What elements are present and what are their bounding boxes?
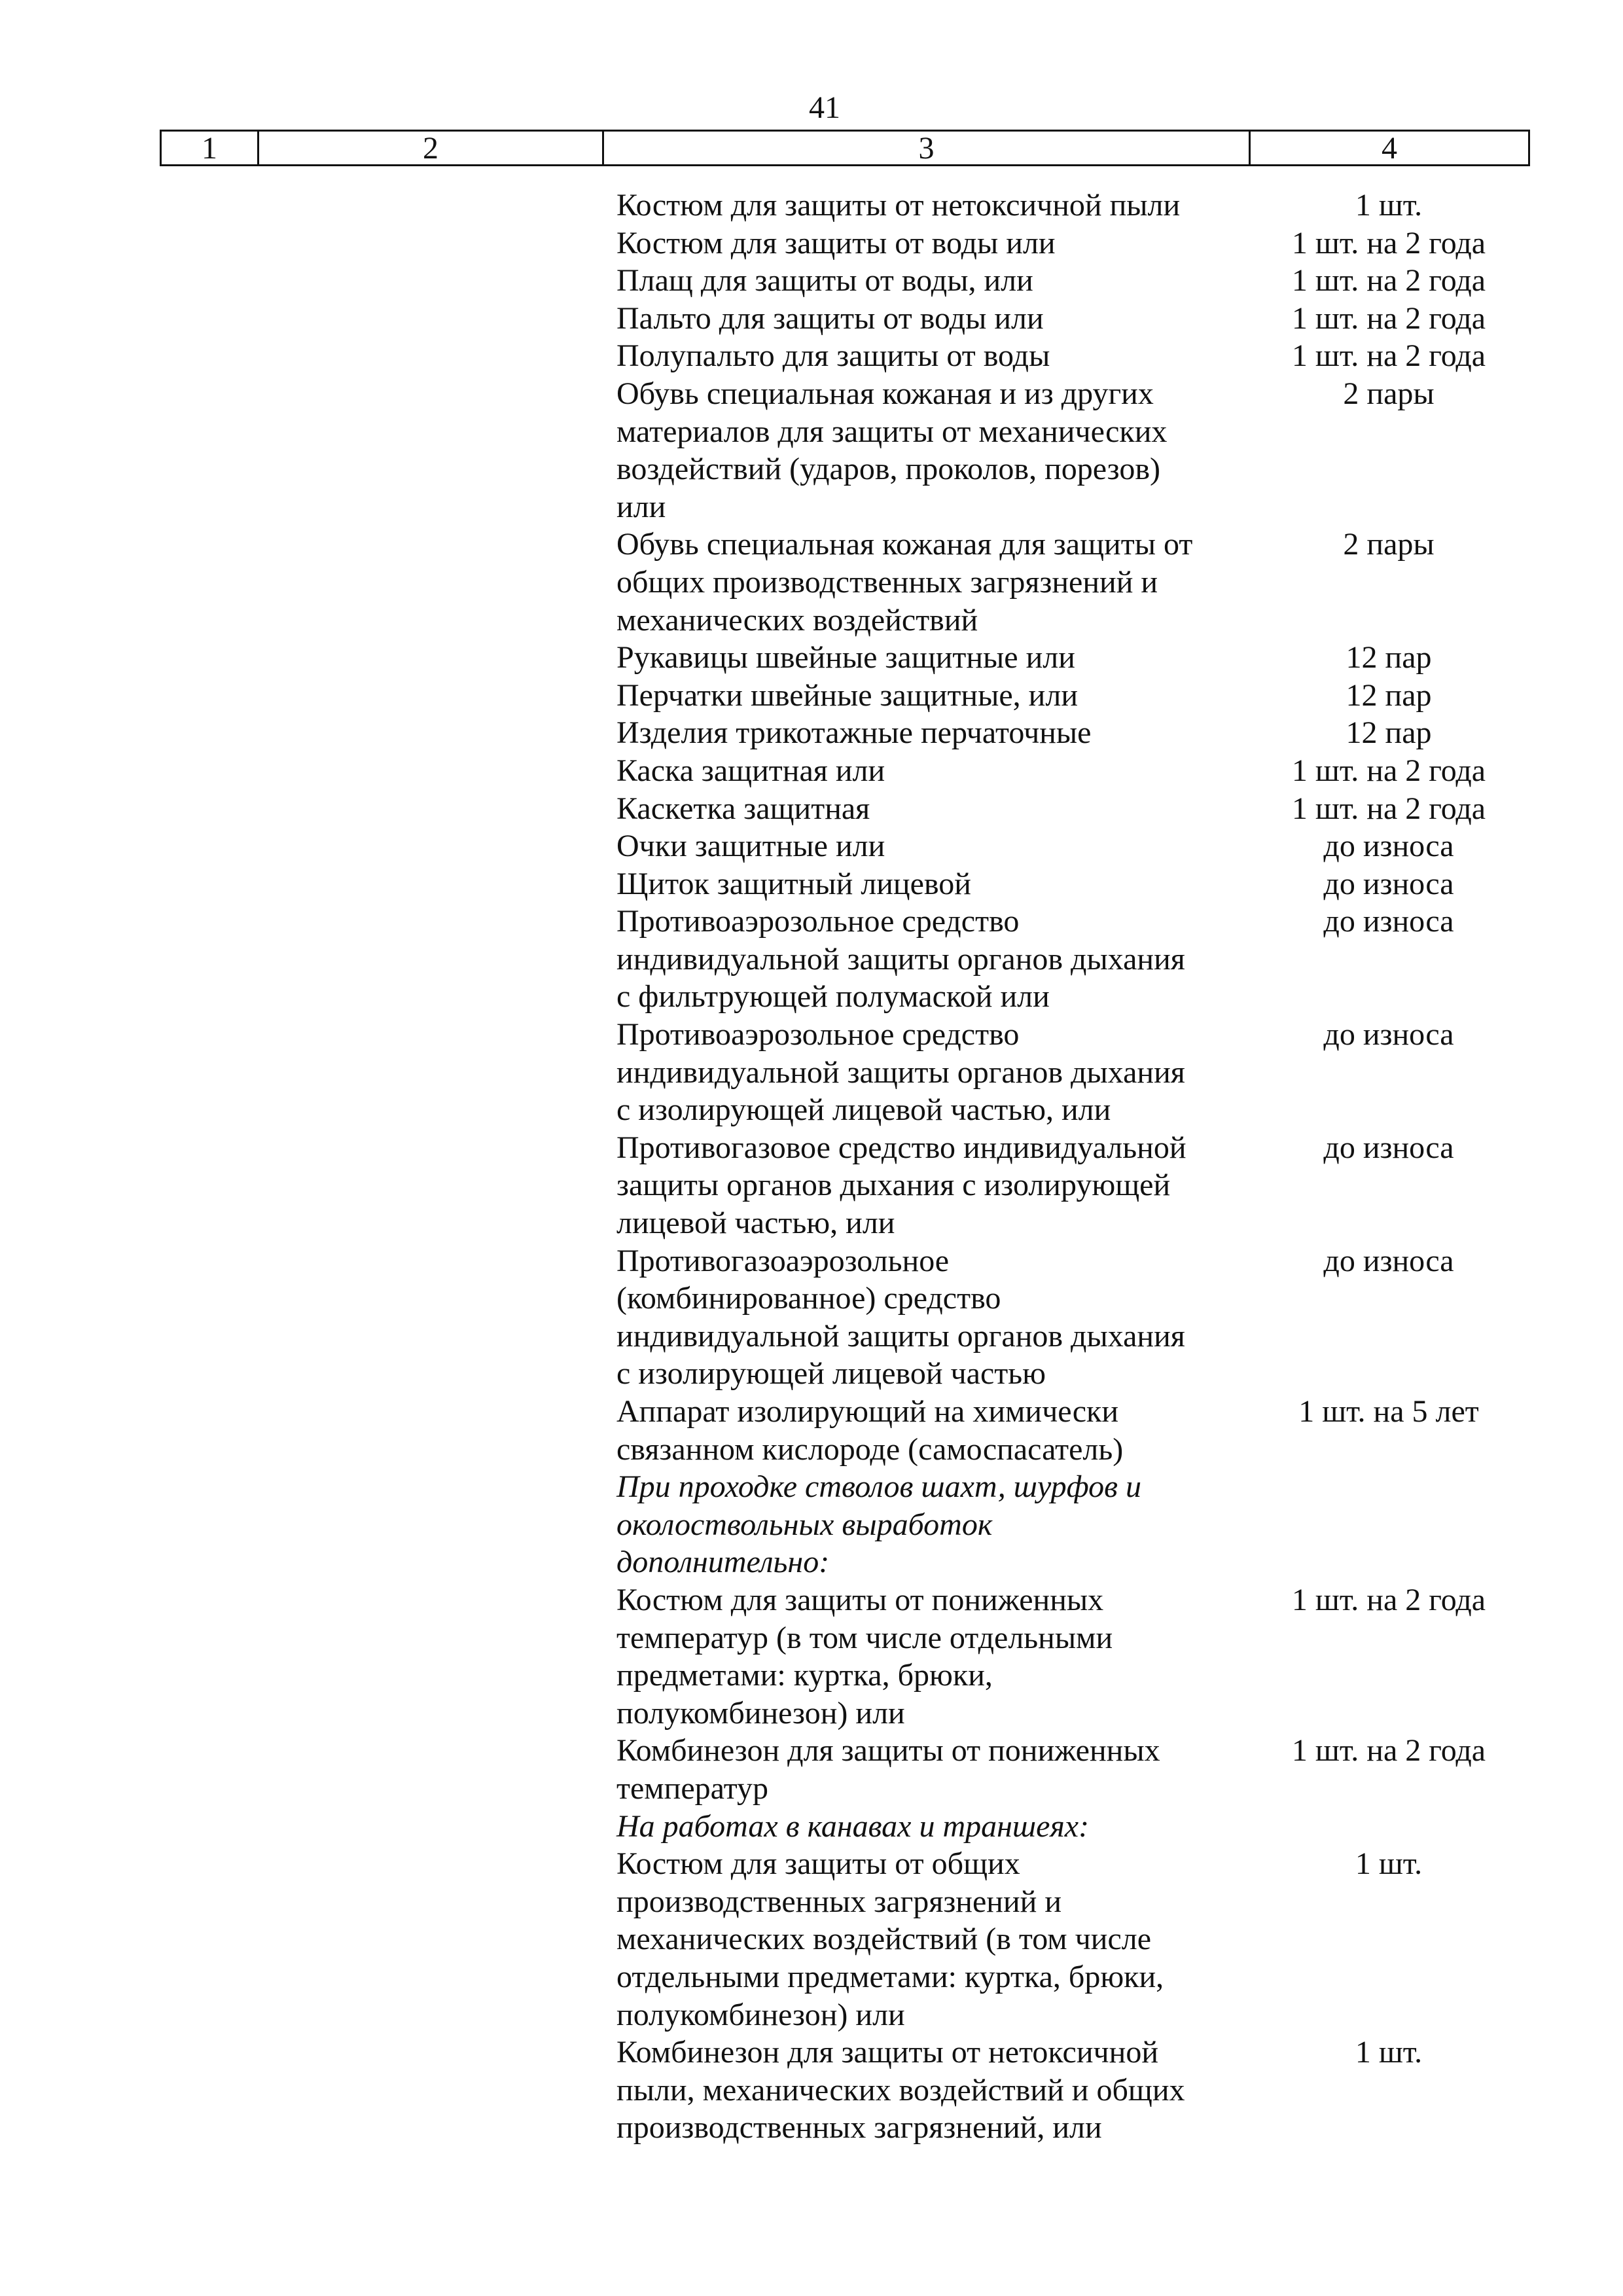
column-header-row [160, 130, 1530, 166]
list-item [616, 865, 1526, 903]
item-name: Каскетка защитная [616, 791, 870, 826]
item-quantity: 1 шт. на 2 года [1291, 225, 1486, 260]
list-item [616, 752, 1526, 790]
list-item [616, 1242, 1526, 1393]
list-item [616, 1468, 1526, 1581]
list-item [616, 300, 1526, 338]
list-item [616, 677, 1526, 715]
item-name: Щиток защитный лицевой [616, 866, 971, 901]
item-quantity: 2 пары [1343, 376, 1435, 411]
item-quantity: 1 шт. на 5 лет [1298, 1394, 1479, 1429]
list-item [616, 2034, 1526, 2147]
list-item [616, 187, 1526, 224]
item-name: Противоаэрозольное средство индивидуальной защиты органов дыхания с фильтрующей полумаской или [616, 904, 1185, 1014]
item-name: Костюм для защиты от общих производственных загрязнений и механических воздействий (в том числе отдельными предметами: куртка, брюки, полукомбинезон) или [616, 1846, 1164, 2032]
item-name: Комбинезон для защиты от нетоксичной пыли, механических воздействий и общих производственных загрязнений, или [616, 2035, 1185, 2145]
item-quantity: до износа [1323, 904, 1454, 939]
item-quantity: 12 пар [1346, 715, 1432, 751]
list-item [616, 526, 1526, 639]
section-heading: На работах в канавах и траншеях: [616, 1808, 1090, 1844]
list-item [616, 1732, 1526, 1807]
item-quantity: 1 шт. [1355, 2035, 1423, 2070]
item-quantity: 1 шт. на 2 года [1291, 300, 1486, 336]
list-item [616, 827, 1526, 865]
item-name: Противогазовое средство индивидуальной защиты органов дыхания с изолирующей лицевой частью, или [616, 1130, 1186, 1241]
item-name: Перчатки швейные защитные, или [616, 677, 1078, 713]
list-item [616, 1129, 1526, 1242]
list-item [616, 262, 1526, 300]
item-name: Очки защитные или [616, 829, 885, 864]
item-name: Костюм для защиты от воды или [616, 225, 1056, 260]
item-quantity: 2 пары [1343, 527, 1435, 562]
page-number: 41 [809, 90, 840, 125]
list-item [616, 337, 1526, 375]
list-item [616, 714, 1526, 752]
column-header-1: 1 [202, 131, 217, 166]
item-name: Комбинезон для защиты от пониженных температур [616, 1733, 1160, 1806]
list-item [616, 1016, 1526, 1129]
item-quantity: 1 шт. на 2 года [1291, 791, 1486, 826]
item-quantity: 1 шт. на 2 года [1291, 1733, 1486, 1768]
list-item [616, 790, 1526, 828]
item-name: Изделия трикотажные перчаточные [616, 715, 1092, 751]
item-name: Пальто для защиты от воды или [616, 300, 1044, 336]
list-item [616, 639, 1526, 677]
list-item [616, 1808, 1526, 1846]
ppe-list [616, 187, 1526, 2147]
item-quantity: 12 пар [1346, 640, 1432, 675]
item-quantity: до износа [1323, 866, 1454, 901]
item-quantity: до износа [1323, 829, 1454, 864]
item-name: Плащ для защиты от воды, или [616, 263, 1033, 298]
item-quantity: до износа [1323, 1130, 1454, 1165]
item-name: Обувь специальная кожаная и из других материалов для защиты от механических воздействий (ударов, проколов, порезов) или [616, 376, 1168, 524]
item-name: Полупальто для защиты от воды [616, 338, 1050, 374]
item-name: Обувь специальная кожаная для защиты от общих производственных загрязнений и механических воздействий [616, 527, 1193, 637]
item-quantity: 1 шт. на 2 года [1291, 753, 1486, 788]
list-item [616, 1581, 1526, 1732]
item-name: Противоаэрозольное средство индивидуальной защиты органов дыхания с изолирующей лицевой частью, или [616, 1017, 1185, 1128]
list-item [616, 1845, 1526, 2034]
item-name: Рукавицы швейные защитные или [616, 640, 1075, 675]
item-quantity: до износа [1323, 1243, 1454, 1278]
item-quantity: до износа [1323, 1017, 1454, 1052]
item-quantity: 1 шт. [1355, 188, 1423, 223]
item-name: Противогазоаэрозольное (комбинированное) средство индивидуальной защиты органов дыхания с изолирующей лицевой частью [616, 1243, 1185, 1391]
section-heading: При проходке стволов шахт, шурфов и околоствольных выработок дополнительно: [616, 1469, 1141, 1580]
item-name: Каска защитная или [616, 753, 885, 788]
item-quantity: 1 шт. [1355, 1846, 1423, 1882]
list-item [616, 224, 1526, 262]
list-item [616, 903, 1526, 1016]
item-quantity: 1 шт. на 2 года [1291, 263, 1486, 298]
column-header-3: 3 [918, 131, 935, 166]
column-header-4: 4 [1382, 131, 1397, 166]
item-name: Аппарат изолирующий на химически связанном кислороде (самоспасатель) [616, 1394, 1124, 1467]
list-item [616, 375, 1526, 526]
item-quantity: 1 шт. на 2 года [1291, 1582, 1486, 1617]
item-name: Костюм для защиты от пониженных температур (в том числе отдельными предметами: куртка, брюки, полукомбинезон) или [616, 1582, 1113, 1731]
item-name: Костюм для защиты от нетоксичной пыли [616, 188, 1181, 223]
list-item [616, 1393, 1526, 1468]
column-header-2: 2 [423, 131, 438, 166]
item-quantity: 1 шт. на 2 года [1291, 338, 1486, 374]
item-quantity: 12 пар [1346, 677, 1432, 713]
